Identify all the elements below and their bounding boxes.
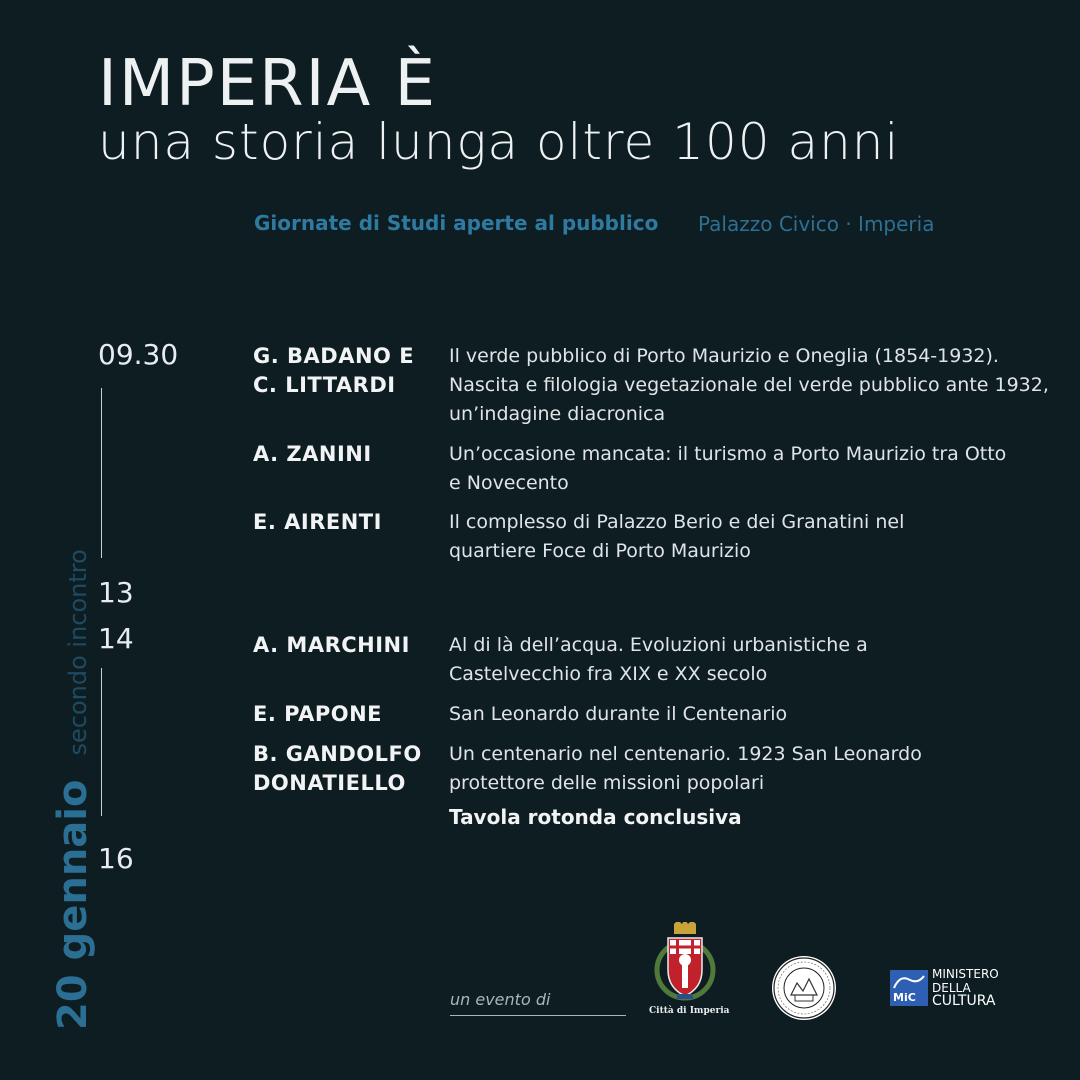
ministry-line3: CULTURA xyxy=(932,993,996,1009)
meeting-number: secondo incontro xyxy=(64,549,92,756)
speaker-name: G. BADANO E C. LITTARDI xyxy=(253,344,415,397)
timeline-line-morning xyxy=(101,388,102,558)
page-title: IMPERIA È xyxy=(98,47,438,121)
page-subtitle: una storia lunga oltre 100 anni xyxy=(98,113,900,171)
speaker-name: A. MARCHINI xyxy=(253,633,410,657)
speaker-name: E. AIRENTI xyxy=(253,510,382,534)
talk-title: Al di là dell’acqua. Evoluzioni urbanistiche a Castelvecchio fra XIX e XX secolo xyxy=(449,634,868,685)
time-afternoon-start: 14 xyxy=(98,622,134,655)
event-date: 20 gennaio xyxy=(50,779,96,1030)
event-of-label: un evento di xyxy=(450,990,626,1016)
time-start: 09.30 xyxy=(98,338,179,371)
time-end: 16 xyxy=(98,842,134,875)
mic-badge xyxy=(890,970,928,1006)
seal-icon xyxy=(771,955,837,1021)
city-label: Città di Imperia xyxy=(649,1006,730,1016)
event-location: Palazzo Civico · Imperia xyxy=(698,212,935,236)
talk-title: Un centenario nel centenario. 1923 San Leonardo protettore delle missioni popolari xyxy=(449,743,922,794)
city-crest-logo xyxy=(649,922,730,1018)
crest-icon xyxy=(652,922,718,1002)
speaker-name: E. PAPONE xyxy=(253,702,383,726)
closing-roundtable: Tavola rotonda conclusiva xyxy=(449,805,742,829)
speaker-name: A. ZANINI xyxy=(253,442,372,466)
mic-text: MiC xyxy=(893,991,916,1004)
talk-title: Il verde pubblico di Porto Maurizio e Oneglia (1854-1932). Nascita e filologia vegetazionale del verde pubblico ante 1932, un’indagine diacronica xyxy=(449,345,1049,425)
ministry-line2: DELLA xyxy=(932,981,971,995)
talk-title: Un’occasione mancata: il turismo a Porto Maurizio tra Otto e Novecento xyxy=(449,443,1007,494)
side-date-label xyxy=(50,549,96,1030)
event-tagline: Giornate di Studi aperte al pubblico xyxy=(254,211,659,235)
time-break-start: 13 xyxy=(98,576,134,609)
ministry-line1: MINISTERO xyxy=(932,967,999,981)
ministry-culture-logo xyxy=(890,968,1020,1010)
talk-title: San Leonardo durante il Centenario xyxy=(449,703,788,725)
talk-title: Il complesso di Palazzo Berio e dei Granatini nel quartiere Foce di Porto Maurizio xyxy=(449,511,905,562)
speaker-name: B. GANDOLFO DONATIELLO xyxy=(253,742,422,795)
archive-seal-logo xyxy=(771,955,837,1025)
timeline-line-afternoon xyxy=(101,668,102,816)
